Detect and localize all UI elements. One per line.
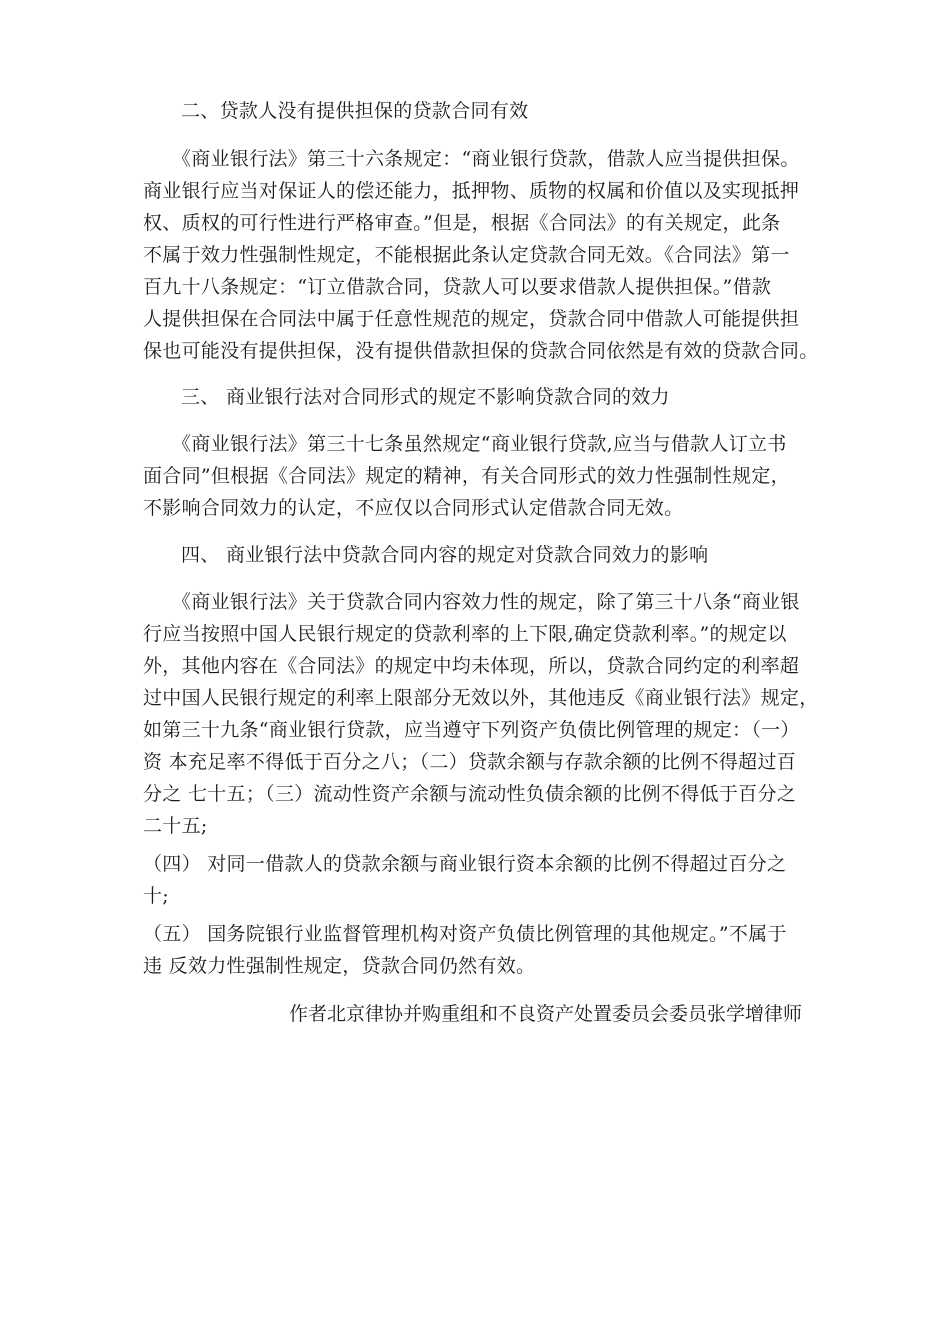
paragraph-line: 资 本充足率不得低于百分之八；（二）贷款余额与存款余额的比例不得超过百	[143, 751, 797, 773]
section-heading-3: 三、 商业银行法对合同形式的规定不影响贷款合同的效力	[181, 386, 670, 408]
paragraph-line: 外，其他内容在《合同法》的规定中均未体现，所以，贷款合同约定的利率超	[143, 655, 800, 677]
paragraph-line: 分之 七十五；（三）流动性资产余额与流动性负债余额的比例不得低于百分之	[143, 783, 797, 805]
paragraph-line: 百九十八条规定：“订立借款合同，贷款人可以要求借款人提供担保。”借款	[143, 276, 772, 298]
paragraph-line: 十;	[143, 885, 170, 907]
author-signature: 作者北京律协并购重组和不良资产处置委员会委员张学增律师	[289, 1003, 803, 1025]
paragraph-line: 行应当按照中国人民银行规定的贷款利率的上下限,确定贷款利率。”的规定以	[143, 623, 787, 645]
paragraph-line: （四） 对同一借款人的贷款余额与商业银行资本余额的比例不得超过百分之	[143, 853, 787, 875]
paragraph-line: 人提供担保在合同法中属于任意性规范的规定，贷款合同中借款人可能提供担	[143, 308, 800, 330]
section-heading-4: 四、 商业银行法中贷款合同内容的规定对贷款合同效力的影响	[181, 544, 709, 566]
paragraph-line: 如第三十九条“商业银行贷款，应当遵守下列资产负债比例管理的规定：（一）	[143, 719, 800, 741]
paragraph-line: （五） 国务院银行业监督管理机构对资产负债比例管理的其他规定。”不属于	[143, 923, 787, 945]
paragraph-line: 《商业银行法》第三十六条规定：“商业银行贷款，借款人应当提供担保。	[172, 148, 800, 170]
paragraph-line: 面合同”但根据《合同法》规定的精神，有关合同形式的效力性强制性规定，	[143, 465, 790, 487]
paragraph-line: 二十五;	[143, 815, 208, 837]
paragraph-line: 不属于效力性强制性规定，不能根据此条认定贷款合同无效。《合同法》第一	[143, 244, 790, 266]
paragraph-line: 保也可能没有提供担保，没有提供借款担保的贷款合同依然是有效的贷款合同。	[143, 340, 819, 362]
paragraph-line: 违 反效力性强制性规定，贷款合同仍然有效。	[143, 955, 536, 977]
paragraph-line: 《商业银行法》第三十七条虽然规定“商业银行贷款,应当与借款人订立书	[172, 433, 787, 455]
paragraph-line: 过中国人民银行规定的利率上限部分无效以外，其他违反《商业银行法》规定，	[143, 687, 819, 709]
paragraph-line: 不影响合同效力的认定，不应仅以合同形式认定借款合同无效。	[143, 497, 684, 519]
paragraph-line: 商业银行应当对保证人的偿还能力，抵押物、质物的权属和价值以及实现抵押	[143, 180, 800, 202]
section-heading-2: 二、贷款人没有提供担保的贷款合同有效	[181, 100, 529, 122]
paragraph-line: 《商业银行法》关于贷款合同内容效力性的规定，除了第三十八条“商业银	[172, 591, 800, 613]
paragraph-line: 权、质权的可行性进行严格审查。”但是，根据《合同法》的有关规定，此条	[143, 212, 781, 234]
